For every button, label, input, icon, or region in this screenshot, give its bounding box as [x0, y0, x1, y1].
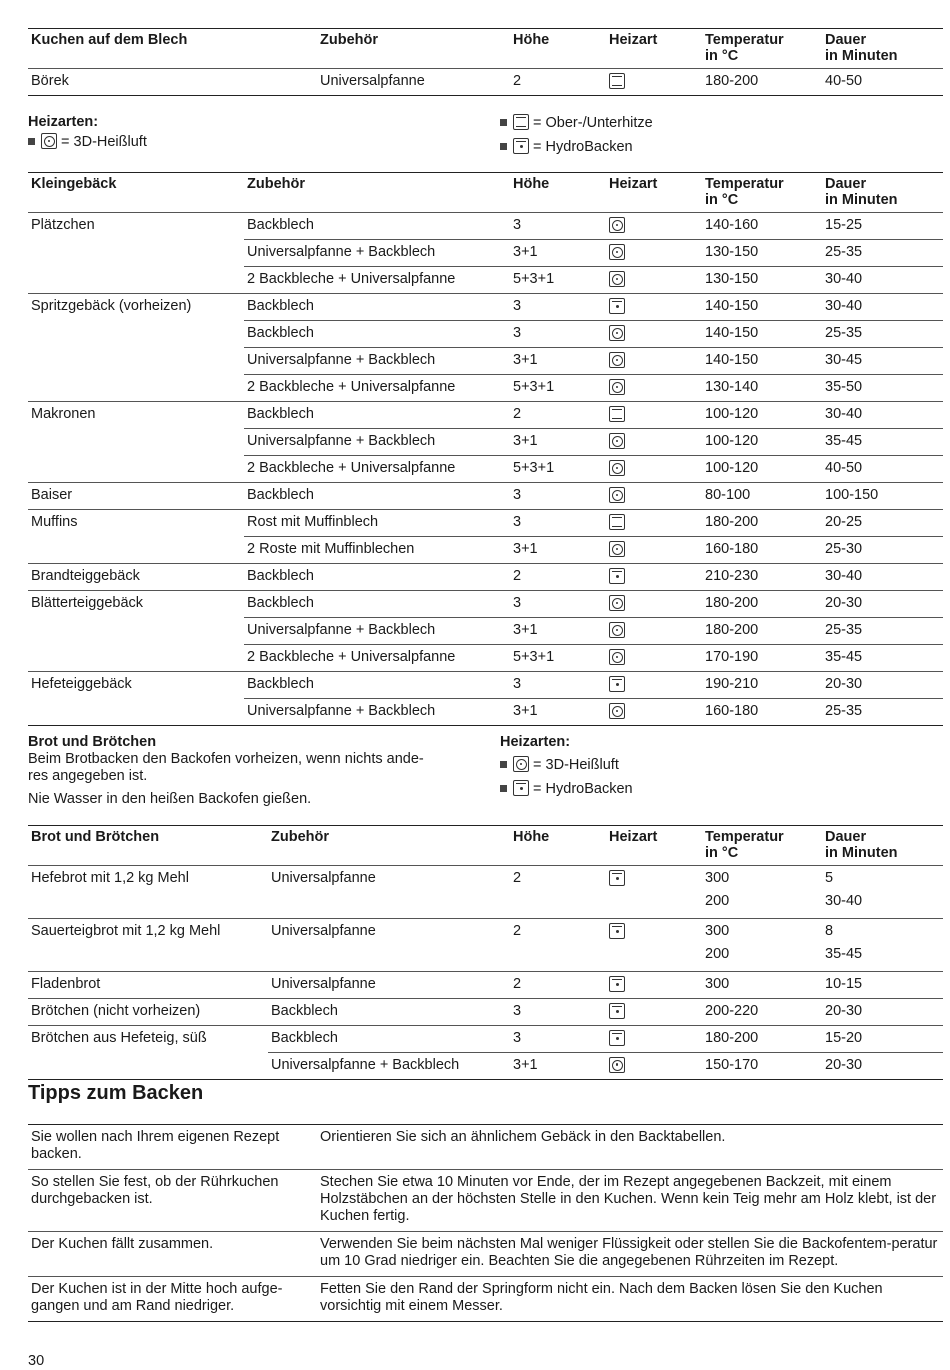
table-row: [28, 892, 943, 918]
temperature: 160-180: [702, 699, 822, 726]
section-title-tips: Tipps zum Backen: [28, 1082, 204, 1104]
accessory: Backblech: [244, 321, 510, 348]
oven-top-bottom-heat-icon: [609, 406, 625, 422]
shelf-level: 3: [510, 294, 606, 321]
shelf-level: 3: [510, 672, 606, 699]
temperature: 130-150: [702, 267, 822, 294]
accessory: Universalpfanne: [268, 971, 510, 998]
heating-mode: [606, 294, 702, 321]
heating-mode: [606, 429, 702, 456]
item-name: Muffins: [28, 510, 244, 537]
item-name: Sauerteigbrot mit 1,2 kg Mehl: [28, 918, 268, 945]
item-name: Spritzgebäck (vorheizen): [28, 294, 244, 321]
tip-answer: Orientieren Sie sich an ähnlichem Gebäck in den Backtabellen.: [317, 1125, 943, 1170]
accessory: Backblech: [244, 591, 510, 618]
shelf-level: 2: [510, 918, 606, 945]
bullet-icon: [28, 138, 35, 145]
shelf-level: 5+3+1: [510, 375, 606, 402]
temperature: 140-150: [702, 348, 822, 375]
bread-intro: [28, 734, 468, 808]
oven-top-bottom-heat-icon: [513, 114, 529, 130]
duration: 100-150: [822, 483, 943, 510]
shelf-level: [510, 945, 606, 971]
accessory: Rost mit Muffinblech: [244, 510, 510, 537]
accessory: Universalpfanne: [317, 69, 510, 96]
oven-hydrobaking-icon: [609, 676, 625, 692]
item-name: Plätzchen: [31, 217, 95, 233]
temperature: 140-150: [702, 294, 822, 321]
duration: 30-40: [822, 267, 943, 294]
heating-legend-1: [28, 114, 147, 153]
table-row: [28, 1052, 943, 1079]
oven-3d-hot-air-icon: [609, 217, 625, 233]
temperature: 140-160: [705, 217, 759, 233]
table-row: [28, 321, 943, 348]
item-name: [28, 945, 268, 971]
heating-mode: [606, 69, 702, 96]
oven-3d-hot-air-icon: [609, 352, 625, 368]
accessory: Universalpfanne: [268, 918, 510, 945]
oven-3d-hot-air-icon: [609, 622, 625, 638]
heating-mode: [606, 510, 702, 537]
tip-row: [28, 1125, 943, 1170]
col-header-heating: Heizart: [606, 173, 702, 213]
col-header-name: Kleingebäck: [28, 173, 244, 213]
heating-mode: [606, 240, 702, 267]
tips-table: [28, 1124, 943, 1322]
accessory: 2 Backbleche + Universalpfanne: [244, 375, 510, 402]
duration: 35-45: [825, 945, 863, 962]
accessory: Backblech: [268, 998, 510, 1025]
table-row: [28, 402, 943, 429]
shelf-level: 3: [513, 217, 522, 233]
oven-hydrobaking-icon: [609, 976, 625, 992]
item-name: [28, 892, 268, 918]
temperature: 210-230: [702, 564, 822, 591]
col-header-heating: Heizart: [606, 29, 702, 69]
col-header-temperature: Temperatur in °C: [702, 826, 822, 866]
duration: 25-35: [822, 240, 943, 267]
temperature: 180-200: [702, 69, 822, 96]
shelf-level: 5+3+1: [510, 267, 606, 294]
heating-mode: [606, 375, 702, 402]
bread-intro-line: Nie Wasser in den heißen Backofen gießen.: [28, 791, 312, 807]
heating-mode: [606, 892, 702, 918]
temperature: 100-120: [702, 402, 822, 429]
shelf-level: 3+1: [510, 1052, 606, 1079]
temperature: 160-180: [702, 537, 822, 564]
table-header-row: [28, 173, 943, 213]
table-row: [28, 699, 943, 726]
table-row: [28, 918, 943, 945]
duration: 35-45: [822, 645, 943, 672]
heating-mode: [606, 267, 702, 294]
shelf-level: 5+3+1: [510, 456, 606, 483]
tip-answer: Verwenden Sie beim nächsten Mal weniger Flüssigkeit oder stellen Sie die Backofentem-peratur um 10 Grad niedriger ein. Beachten Sie die angegebenen Rührzeiten im Rezept.: [317, 1232, 943, 1277]
duration: 40-50: [822, 456, 943, 483]
duration: 15-20: [822, 1025, 943, 1052]
col-header-heating: Heizart: [606, 826, 702, 866]
heating-legend-1b: [500, 111, 653, 159]
shelf-level: [510, 892, 606, 918]
item-name: [28, 537, 244, 564]
oven-3d-hot-air-icon: [609, 325, 625, 341]
item-name: Börek: [28, 69, 317, 96]
oven-3d-hot-air-icon: [609, 649, 625, 665]
item-name: Blätterteiggebäck: [28, 591, 244, 618]
heating-mode: [606, 1052, 702, 1079]
item-name: [28, 456, 244, 483]
col-header-duration: Dauer in Minuten: [822, 826, 943, 866]
heating-mode: [606, 402, 702, 429]
table-row: [28, 537, 943, 564]
temperature: 130-150: [702, 240, 822, 267]
table-brot-und-broetchen: [28, 825, 943, 1080]
heating-mode: [606, 456, 702, 483]
duration: 25-35: [822, 699, 943, 726]
table-kleingebaeck: [28, 172, 943, 726]
temperature: 300: [702, 971, 822, 998]
table-row: [28, 267, 943, 294]
col-header-accessory: Zubehör: [244, 173, 510, 213]
temperature: 200-220: [702, 998, 822, 1025]
oven-3d-hot-air-icon: [609, 703, 625, 719]
accessory: Backblech: [244, 564, 510, 591]
item-name: Baiser: [28, 483, 244, 510]
table-header-row: [28, 826, 943, 866]
duration: 20-30: [822, 998, 943, 1025]
item-name: Hefeteiggebäck: [28, 672, 244, 699]
temperature: 190-210: [702, 672, 822, 699]
oven-3d-hot-air-icon: [41, 133, 57, 149]
oven-hydrobaking-icon: [513, 780, 529, 796]
legend-item-hydrobaking: [500, 135, 653, 159]
duration: 20-30: [822, 672, 943, 699]
oven-hydrobaking-icon: [609, 1003, 625, 1019]
heating-mode: [606, 645, 702, 672]
item-name: [28, 240, 244, 267]
shelf-level: 3: [510, 1025, 606, 1052]
item-name: [28, 645, 244, 672]
table-row: [28, 510, 943, 537]
table-row: [28, 483, 943, 510]
heating-mode: [606, 483, 702, 510]
item-name: Makronen: [28, 402, 244, 429]
duration: 8: [822, 918, 943, 945]
shelf-level: 3: [510, 483, 606, 510]
table-row: [28, 645, 943, 672]
col-header-temperature: Temperatur in °C: [702, 173, 822, 213]
legend-label: = 3D-Heißluft: [61, 134, 147, 150]
item-name: [28, 618, 244, 645]
oven-3d-hot-air-icon: [609, 244, 625, 260]
col-header-level: Höhe: [510, 173, 606, 213]
item-name: Hefebrot mit 1,2 kg Mehl: [31, 870, 189, 886]
oven-3d-hot-air-icon: [609, 460, 625, 476]
temperature: 300: [705, 870, 730, 886]
table-row: [28, 348, 943, 375]
col-header-temperature: Temperatur in °C: [702, 29, 822, 69]
tip-answer: Fetten Sie den Rand der Springform nicht ein. Nach dem Backen lösen Sie den Kuchen vorsichtig mit einem Messer.: [317, 1277, 943, 1322]
table-row: [28, 213, 943, 240]
duration: 15-25: [825, 217, 863, 233]
tip-question: Der Kuchen ist in der Mitte hoch aufge-gangen und am Rand niedriger.: [28, 1277, 317, 1322]
table-row: [28, 672, 943, 699]
bread-intro-title: Brot und Brötchen: [28, 734, 157, 750]
duration: 30-40: [822, 294, 943, 321]
accessory: Universalpfanne + Backblech: [244, 429, 510, 456]
shelf-level: 3+1: [510, 618, 606, 645]
shelf-level: 2: [513, 870, 522, 886]
item-name: Brötchen (nicht vorheizen): [28, 998, 268, 1025]
tip-row: [28, 1170, 943, 1232]
temperature: 200: [705, 893, 730, 909]
duration: 30-45: [822, 348, 943, 375]
shelf-level: 3+1: [510, 348, 606, 375]
oven-hydrobaking-icon: [609, 568, 625, 584]
table-row: [28, 945, 943, 971]
duration: 20-30: [822, 591, 943, 618]
duration: 30-40: [822, 402, 943, 429]
temperature: 180-200: [702, 591, 822, 618]
accessory: 2 Roste mit Muffinblechen: [244, 537, 510, 564]
table-row: [28, 618, 943, 645]
item-name: [28, 348, 244, 375]
temperature: 180-200: [702, 1025, 822, 1052]
accessory: [268, 945, 510, 971]
col-header-accessory: Zubehör: [268, 826, 510, 866]
oven-3d-hot-air-icon: [609, 595, 625, 611]
item-name: [28, 267, 244, 294]
item-name: [28, 429, 244, 456]
tip-question: Der Kuchen fällt zusammen.: [28, 1232, 317, 1277]
oven-hydrobaking-icon: [609, 923, 625, 939]
oven-3d-hot-air-icon: [609, 487, 625, 503]
accessory: Universalpfanne + Backblech: [268, 1052, 510, 1079]
table-row: [28, 240, 943, 267]
temperature: 140-150: [702, 321, 822, 348]
duration: 25-30: [822, 537, 943, 564]
temperature: 130-140: [702, 375, 822, 402]
table-row: [28, 375, 943, 402]
item-name: [28, 699, 244, 726]
page-number: 30: [28, 1353, 45, 1369]
temperature: 170-190: [702, 645, 822, 672]
tip-question: So stellen Sie fest, ob der Rührkuchen durchgebacken ist.: [28, 1170, 317, 1232]
shelf-level: 5+3+1: [510, 645, 606, 672]
duration: 40-50: [822, 69, 943, 96]
accessory: Universalpfanne + Backblech: [244, 618, 510, 645]
shelf-level: 3+1: [510, 699, 606, 726]
accessory: Backblech: [268, 1025, 510, 1052]
oven-3d-hot-air-icon: [513, 756, 529, 772]
heating-mode: [606, 1025, 702, 1052]
item-name: [28, 1052, 268, 1079]
duration: 10-15: [822, 971, 943, 998]
oven-hydrobaking-icon: [609, 1030, 625, 1046]
legend-label: = HydroBacken: [533, 139, 633, 155]
legend-title: Heizarten:: [28, 114, 99, 130]
col-header-accessory: Zubehör: [317, 29, 510, 69]
bullet-icon: [500, 143, 507, 150]
table-row: [28, 998, 943, 1025]
temperature: 180-200: [702, 510, 822, 537]
col-header-name: Brot und Brötchen: [28, 826, 268, 866]
accessory: Universalpfanne: [271, 870, 376, 886]
shelf-level: 3: [510, 510, 606, 537]
heating-mode: [606, 213, 702, 240]
heating-mode: [606, 998, 702, 1025]
col-header-level: Höhe: [510, 826, 606, 866]
item-name: Brandteiggebäck: [28, 564, 244, 591]
tip-row: [28, 1232, 943, 1277]
accessory: [268, 892, 510, 918]
duration: 30-40: [825, 893, 863, 909]
oven-3d-hot-air-icon: [609, 1057, 625, 1073]
oven-3d-hot-air-icon: [609, 271, 625, 287]
table-row: [28, 591, 943, 618]
legend-item-3d-hot-air: [28, 131, 147, 153]
legend-item-hydrobaking: [500, 777, 633, 801]
heating-mode: [606, 564, 702, 591]
legend-title: Heizarten:: [500, 734, 571, 750]
oven-hydrobaking-icon: [609, 870, 625, 886]
table-row: [28, 564, 943, 591]
temperature: 80-100: [702, 483, 822, 510]
shelf-level: 2: [510, 564, 606, 591]
heating-mode: [606, 971, 702, 998]
bullet-icon: [500, 785, 507, 792]
col-header-duration: Dauer in Minuten: [822, 173, 943, 213]
temperature: 150-170: [702, 1052, 822, 1079]
table-row: [28, 294, 943, 321]
accessory: Backblech: [244, 483, 510, 510]
temperature: 180-200: [702, 618, 822, 645]
table-row: [28, 429, 943, 456]
duration: 35-50: [822, 375, 943, 402]
legend-label: = Ober-/Unterhitze: [533, 115, 653, 131]
heating-mode: [606, 918, 702, 945]
heating-legend-2: [500, 734, 633, 801]
item-name: Fladenbrot: [28, 971, 268, 998]
shelf-level: 2: [510, 402, 606, 429]
item-name: [28, 321, 244, 348]
item-name: Brötchen aus Hefeteig, süß: [28, 1025, 268, 1052]
table-row: [28, 69, 943, 96]
shelf-level: 3: [510, 591, 606, 618]
legend-item-top-bottom-heat: [500, 111, 653, 135]
table-kuchen-auf-dem-blech: [28, 28, 943, 96]
duration: 35-45: [822, 429, 943, 456]
legend-label: = 3D-Heißluft: [533, 757, 619, 773]
shelf-level: 2: [510, 69, 606, 96]
duration: 5: [825, 870, 834, 886]
oven-top-bottom-heat-icon: [609, 73, 625, 89]
bread-intro-line: Beim Brotbacken den Backofen vorheizen, wenn nichts ande-: [28, 751, 424, 767]
shelf-level: 3: [510, 321, 606, 348]
oven-3d-hot-air-icon: [609, 379, 625, 395]
accessory: 2 Backbleche + Universalpfanne: [244, 456, 510, 483]
heating-mode: [606, 321, 702, 348]
accessory: Backblech: [244, 294, 510, 321]
tip-question: Sie wollen nach Ihrem eigenen Rezept backen.: [28, 1125, 317, 1170]
temperature: 100-120: [702, 429, 822, 456]
accessory: Universalpfanne + Backblech: [244, 699, 510, 726]
table-row: [28, 456, 943, 483]
table-row: [28, 866, 943, 893]
temperature: 300: [702, 918, 822, 945]
oven-3d-hot-air-icon: [609, 433, 625, 449]
col-header-name: Kuchen auf dem Blech: [28, 29, 317, 69]
heating-mode: [606, 945, 702, 971]
accessory: 2 Backbleche + Universalpfanne: [244, 645, 510, 672]
shelf-level: 3+1: [510, 429, 606, 456]
oven-3d-hot-air-icon: [609, 541, 625, 557]
accessory: Backblech: [247, 217, 314, 233]
bread-intro-line: res angegeben ist.: [28, 768, 148, 784]
table-header-row: [28, 29, 943, 69]
tip-answer: Stechen Sie etwa 10 Minuten vor Ende, der im Rezept angegebenen Backzeit, mit einem Holzstäbchen an der höchsten Stelle in den Kuchen. Wenn kein Teig mehr am Holz klebt, ist der Kuchen fertig.: [317, 1170, 943, 1232]
duration: 25-35: [822, 618, 943, 645]
tip-row: [28, 1277, 943, 1322]
table-row: [28, 1025, 943, 1052]
bullet-icon: [500, 761, 507, 768]
legend-item-3d-hot-air: [500, 753, 633, 777]
accessory: Backblech: [244, 672, 510, 699]
duration: 20-30: [822, 1052, 943, 1079]
heating-mode: [606, 348, 702, 375]
duration: 25-35: [822, 321, 943, 348]
oven-hydrobaking-icon: [609, 298, 625, 314]
temperature: 200: [705, 945, 730, 962]
accessory: Universalpfanne + Backblech: [244, 348, 510, 375]
oven-hydrobaking-icon: [513, 138, 529, 154]
oven-top-bottom-heat-icon: [609, 514, 625, 530]
shelf-level: 3: [510, 998, 606, 1025]
item-name: [28, 375, 244, 402]
shelf-level: 3+1: [510, 240, 606, 267]
bullet-icon: [500, 119, 507, 126]
shelf-level: 3+1: [510, 537, 606, 564]
heating-mode: [606, 537, 702, 564]
heating-mode: [606, 672, 702, 699]
temperature: 100-120: [702, 456, 822, 483]
heating-mode: [606, 618, 702, 645]
accessory: Universalpfanne + Backblech: [244, 240, 510, 267]
table-row: [28, 971, 943, 998]
col-header-level: Höhe: [510, 29, 606, 69]
heating-mode: [606, 699, 702, 726]
duration: 20-25: [822, 510, 943, 537]
heating-mode: [606, 591, 702, 618]
heating-mode: [606, 866, 702, 893]
duration: 30-40: [822, 564, 943, 591]
accessory: 2 Backbleche + Universalpfanne: [244, 267, 510, 294]
legend-label: = HydroBacken: [533, 781, 633, 797]
shelf-level: 2: [510, 971, 606, 998]
col-header-duration: Dauer in Minuten: [822, 29, 943, 69]
accessory: Backblech: [244, 402, 510, 429]
